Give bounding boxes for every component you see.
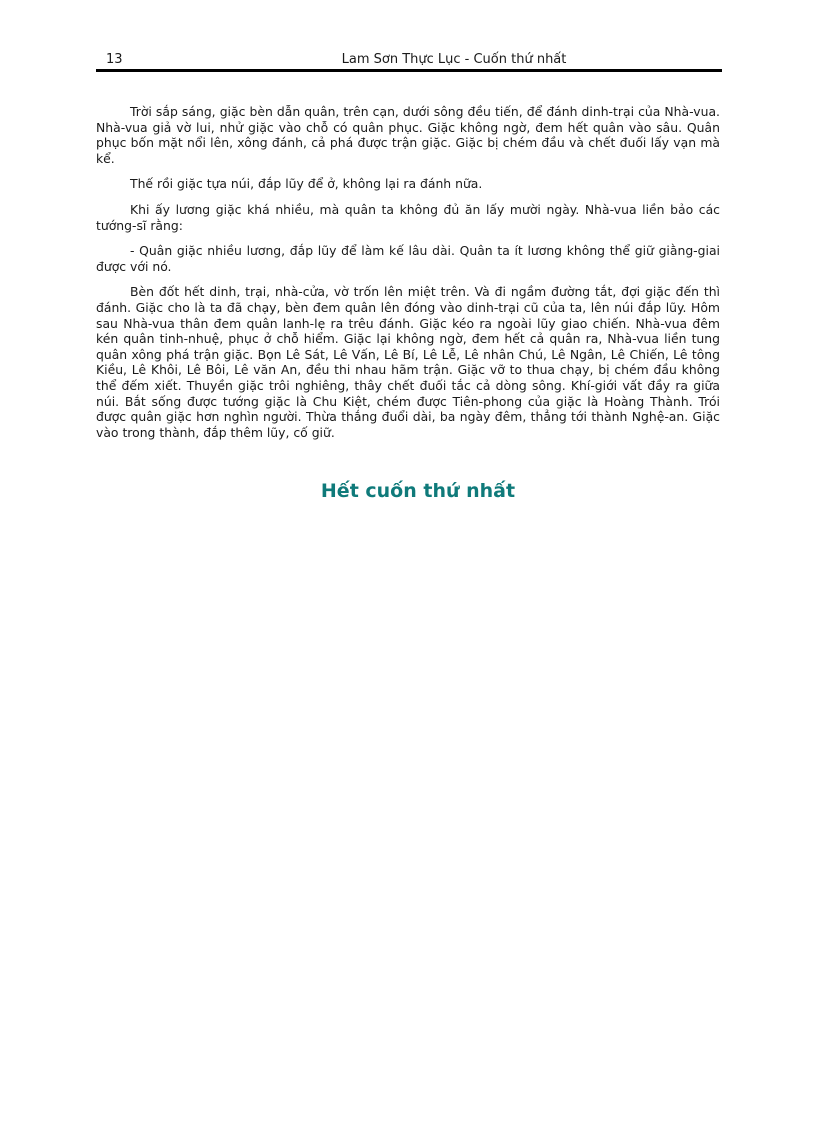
page-number: 13 (106, 52, 123, 67)
paragraph: Bèn đốt hết dinh, trại, nhà-cửa, vờ trốn lên miệt trên. Và đi ngầm đường tắt, đợi giặc đến thì đánh. Giặc cho là ta đã chạy, bèn đem quân lên đóng vào dinh-trại cũ của ta, lên núi đắp lũy. Hôm sau Nhà-vua thân đem quân lanh-lẹ ra trêu đánh. Giặc kéo ra ngoài lũy giao chiến. Nhà-vua đêm kén quân tinh-nhuệ, phục ở chỗ hiểm. Giặc lại không ngờ, đem hết cả quân ra, Nhà-vua liền tung quân xông phá trận giặc. Bọn Lê Sát, Lê Vấn, Lê Bí, Lê Lễ, Lê nhân Chú, Lê Ngân, Lê Chiến, Lê tông Kiều, Lê Khôi, Lê Bôi, Lê văn An, đều thi nhau hãm trận. Giặc vỡ to thua chạy, bị chém đầu không thể đếm xiết. Thuyền giặc trôi nghiêng, thây chết đuối tắc cả dòng sông. Khí-giới vất đầy ra giữa núi. Bắt sống được tướng giặc là Chu Kiệt, chém được Tiên-phong của giặc là Hoàng Thành. Trói được quân giặc hơn nghìn người. Thừa thắng đuổi dài, ba ngày đêm, thẳng tới thành Nghệ-an. Giặc vào trong thành, đắp thêm lũy, cố giữ. (96, 284, 720, 440)
paragraph: Thế rồi giặc tựa núi, đắp lũy để ở, không lại ra đánh nữa. (130, 176, 483, 192)
paragraph: Khi ấy lương giặc khá nhiều, mà quân ta không đủ ăn lấy mười ngày. Nhà-vua liền bảo các tướng-sĩ rằng: (96, 201, 720, 233)
paragraph: Trời sắp sáng, giặc bèn dẫn quân, trên cạn, dưới sông đều tiến, để đánh dinh-trại của Nhà-vua. Nhà-vua giả vờ lui, nhử giặc vào chỗ có quân phục. Giặc không ngờ, đem hết quân vào sâu. Quân phục bốn mặt nổi lên, xông đánh, cả phá được trận giặc. Giặc bị chém đầu và chết đuối lấy vạn mà kể. (96, 104, 720, 166)
body-text (96, 104, 720, 450)
paragraph: - Quân giặc nhiều lương, đắp lũy để làm kế lâu dài. Quân ta ít lương không thể giữ giằng-giai được với nó. (96, 243, 720, 274)
header-rule (96, 69, 722, 72)
running-title: Lam Sơn Thực Lục - Cuốn thứ nhất (341, 52, 567, 67)
end-of-volume-heading: Hết cuốn thứ nhất (320, 480, 516, 502)
